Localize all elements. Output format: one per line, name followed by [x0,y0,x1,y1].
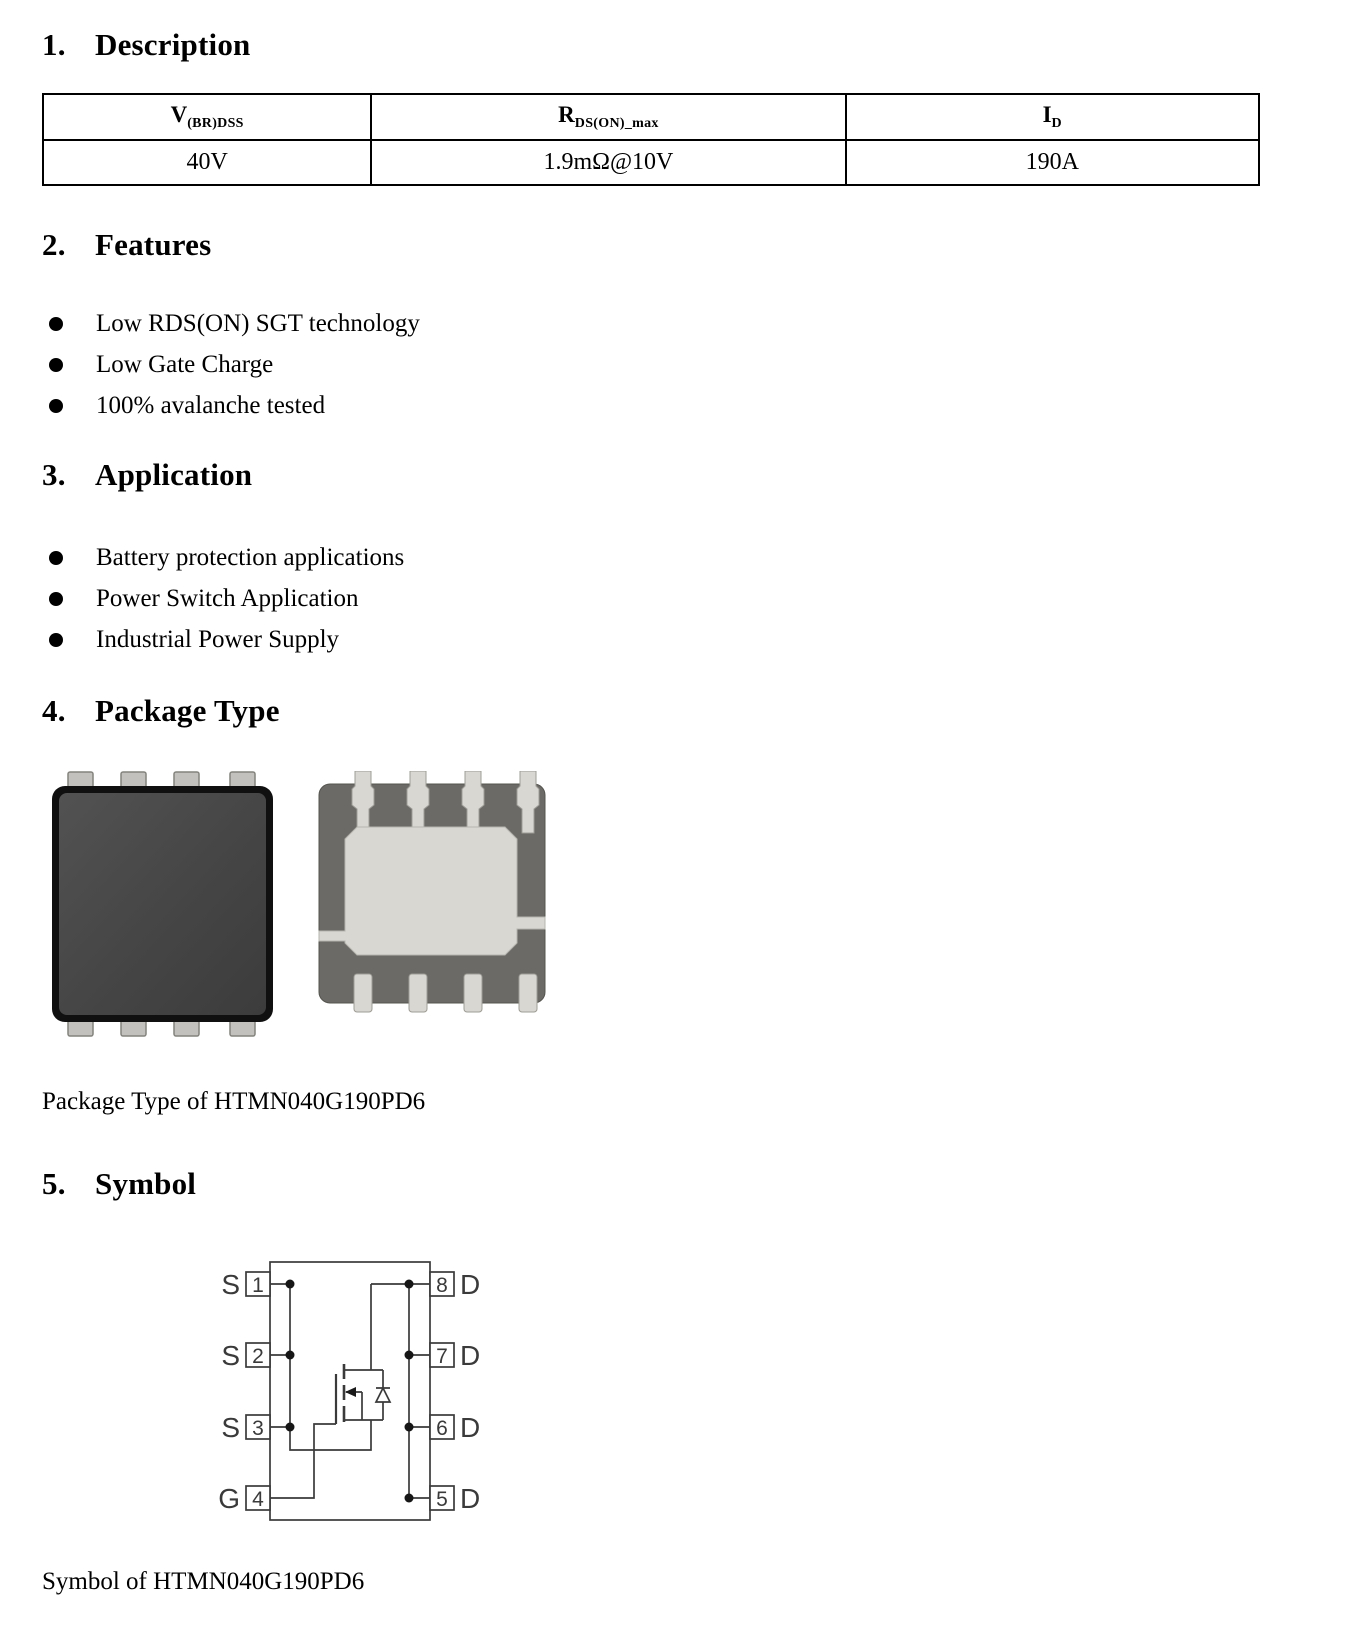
bullet-icon [49,551,63,565]
value-rdson: 1.9mΩ@10V [371,140,845,185]
drain-wire [344,1284,430,1370]
source-bus [290,1284,371,1450]
pin-number-6: 6 [436,1417,448,1440]
section-heading-package-type [42,692,1260,729]
pin-number-1: 1 [252,1274,264,1297]
section-number: 4. [42,693,66,728]
section-symbol [42,1165,1260,1597]
list-item: Power Switch Application [42,578,1260,619]
pin-letter-s1: S [221,1269,240,1300]
section-number: 3. [42,457,66,492]
bullet-icon [49,633,63,647]
section-title: Application [95,457,253,492]
bullet-icon [49,358,63,372]
pin-letter-d6: D [460,1412,481,1443]
source-wire [344,1392,383,1420]
section-package-type [42,692,1260,1117]
bullet-icon [49,592,63,606]
package-images-row [50,771,1260,1037]
section-features [42,226,1260,426]
pin-number-5: 5 [436,1488,448,1511]
list-item: Low RDS(ON) SGT technology [42,303,1260,344]
section-title: Package Type [95,693,280,728]
section-heading-features [42,226,1260,263]
gate-wire [270,1424,336,1498]
list-item: Battery protection applications [42,537,1260,578]
section-title: Features [95,227,212,262]
package-caption: Package Type of HTMN040G190PD6 [42,1088,426,1115]
value-id: 190A [846,140,1259,185]
body-arrow-icon [345,1387,356,1397]
pin-number-2: 2 [252,1345,264,1368]
table-value-row [43,140,1259,185]
pin-number-7: 7 [436,1345,448,1368]
package-bottom-view-image [317,771,547,1014]
section-number: 5. [42,1166,66,1201]
pin-letter-s2: S [221,1340,240,1371]
table-header-id: $I_D$ [846,94,1259,140]
package-body [59,793,266,1015]
section-heading-description [42,26,1260,63]
section-title: Symbol [95,1166,197,1201]
bullet-icon [49,399,63,413]
pin-letter-s3: S [221,1412,240,1443]
pin-letter-g4: G [218,1483,240,1514]
section-number: 1. [42,27,66,62]
symbol-caption: Symbol of HTMN040G190PD6 [42,1568,365,1595]
section-description [42,26,1260,186]
section-title: Description [95,27,251,62]
table-header-rdson: $R_{DS(ON)\_max}$ [371,94,845,140]
value-vbrdss: 40V [43,140,371,185]
pin-letter-d7: D [460,1340,481,1371]
body-diode [376,1388,390,1402]
description-table [42,93,1260,186]
section-heading-symbol [42,1165,1260,1202]
package-exposed-pad [319,827,545,955]
symbol-diagram [192,1224,1260,1559]
table-header-vbrdss: $V_{(BR)DSS}$ [43,94,371,140]
pin-number-4: 4 [252,1488,264,1511]
pin-number-8: 8 [436,1274,448,1297]
pin-letter-d8: D [460,1269,481,1300]
table-header-row [43,94,1259,140]
section-application [42,456,1260,660]
bullet-icon [49,317,63,331]
features-list [42,303,1260,426]
pin-letter-d5: D [460,1483,481,1514]
section-heading-application [42,456,1260,493]
mosfet-symbol-image [192,1224,502,1554]
pin-number-3: 3 [252,1417,264,1440]
application-list [42,537,1260,660]
package-top-view-image [50,771,275,1037]
list-item: 100% avalanche tested [42,385,1260,426]
list-item: Low Gate Charge [42,344,1260,385]
section-number: 2. [42,227,66,262]
list-item: Industrial Power Supply [42,619,1260,660]
